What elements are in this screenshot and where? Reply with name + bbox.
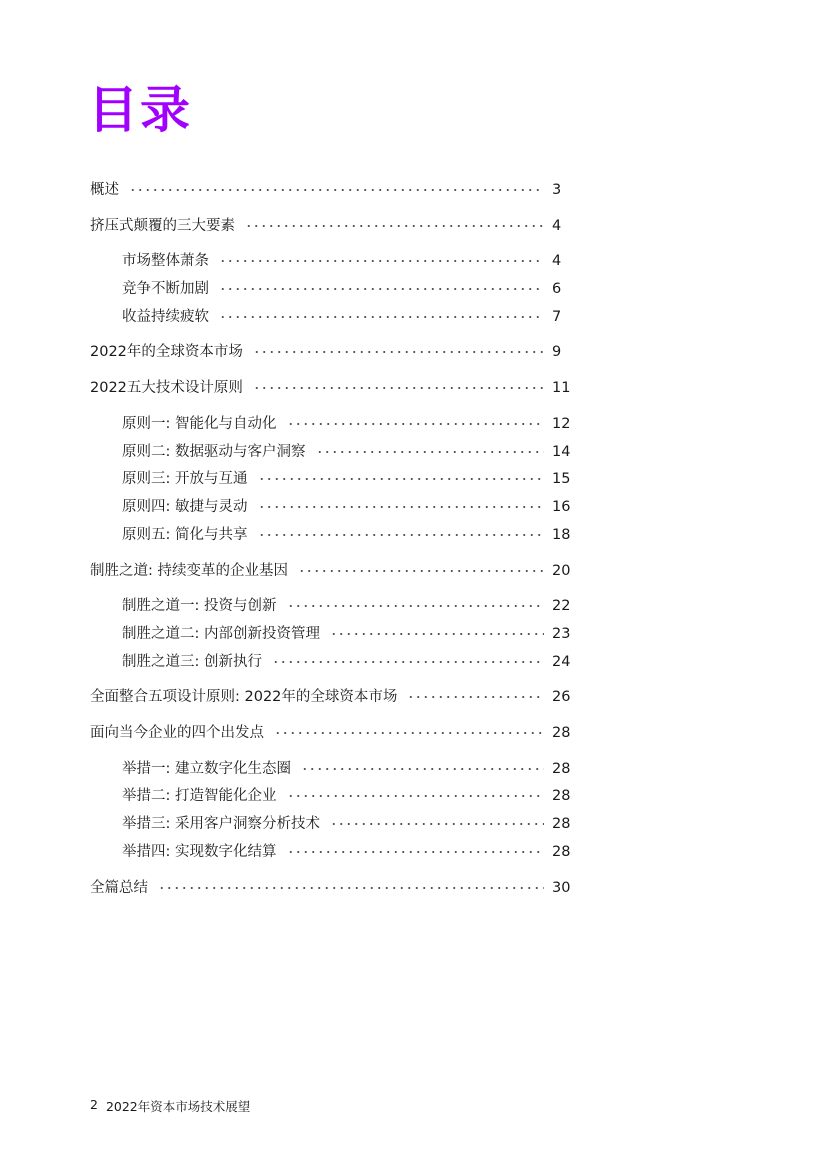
toc-entry-winning-way[interactable]: [90, 560, 572, 582]
toc-entry-label: 原则一: 智能化与自动化: [122, 416, 277, 432]
dot-leader: [219, 306, 544, 328]
toc-entry-page: 9: [552, 344, 562, 360]
toc-entry-label: 概述: [90, 182, 119, 198]
dot-leader: [287, 841, 545, 863]
toc-entry-label: 挤压式颠覆的三大要素: [90, 218, 235, 234]
toc-entry-page: 28: [552, 816, 571, 832]
toc-entry-page: 15: [552, 471, 571, 487]
toc-entry-page: 28: [552, 788, 571, 804]
toc-entry-page: 14: [552, 444, 571, 460]
toc-entry-label: 举措一: 建立数字化生态圈: [122, 761, 291, 777]
toc-subentry-winning-way-1[interactable]: [122, 595, 572, 617]
toc-entry-overview[interactable]: [90, 179, 572, 201]
dot-leader: [330, 813, 544, 835]
dot-leader: [258, 468, 545, 490]
toc-subentry-measure-1[interactable]: [122, 758, 572, 780]
toc-entry-label: 面向当今企业的四个出发点: [90, 725, 264, 741]
toc-entry-page: 11: [552, 380, 571, 396]
toc-entry-page: 18: [552, 527, 571, 543]
toc-entry-page: 12: [552, 416, 571, 432]
toc-entry-four-starting-points[interactable]: [90, 722, 572, 744]
dot-leader: [274, 722, 544, 744]
toc-entry-page: 6: [552, 281, 562, 297]
toc-entry-summary[interactable]: [90, 877, 572, 899]
toc-entry-page: 4: [552, 218, 562, 234]
toc-subentry-market-slump[interactable]: [122, 250, 572, 272]
dot-leader: [330, 623, 544, 645]
footer-page-number: 2: [90, 1097, 98, 1112]
toc-entry-label: 举措三: 采用客户洞察分析技术: [122, 816, 320, 832]
dot-leader: [258, 524, 545, 546]
toc-entry-page: 7: [552, 309, 562, 325]
toc-entry-label: 全篇总结: [90, 880, 148, 896]
toc-subentry-principle-4[interactable]: [122, 496, 572, 518]
dot-leader: [287, 413, 545, 435]
toc-subentry-principle-2[interactable]: [122, 441, 572, 463]
toc-entry-global-capital-markets[interactable]: [90, 341, 572, 363]
toc-entry-label: 原则五: 简化与共享: [122, 527, 248, 543]
toc-entry-label: 2022五大技术设计原则: [90, 380, 243, 396]
toc-entry-page: 3: [552, 182, 562, 198]
dot-leader: [245, 215, 544, 237]
dot-leader: [129, 179, 544, 201]
toc-entry-three-elements[interactable]: [90, 215, 572, 237]
toc-entry-page: 4: [552, 253, 562, 269]
dot-leader: [301, 758, 544, 780]
toc-entry-page: 23: [552, 626, 571, 642]
dot-leader: [253, 377, 544, 399]
dot-leader: [253, 341, 544, 363]
toc-entry-page: 16: [552, 499, 571, 515]
toc-entry-label: 举措二: 打造智能化企业: [122, 788, 277, 804]
toc-entry-label: 原则四: 敏捷与灵动: [122, 499, 248, 515]
page-footer: [90, 1097, 250, 1115]
toc-subentry-winning-way-3[interactable]: [122, 651, 572, 673]
toc-entry-page: 28: [552, 725, 571, 741]
footer-doc-title: 2022年资本市场技术展望: [105, 1099, 251, 1114]
toc-entry-label: 市场整体萧条: [122, 253, 209, 269]
dot-leader: [219, 250, 544, 272]
toc-entry-five-principles[interactable]: [90, 377, 572, 399]
toc-subentry-winning-way-2[interactable]: [122, 623, 572, 645]
toc-entry-label: 收益持续疲软: [122, 309, 209, 325]
toc-entry-label: 制胜之道: 持续变革的企业基因: [90, 563, 288, 579]
toc-subentry-principle-5[interactable]: [122, 524, 572, 546]
toc-entry-label: 制胜之道一: 投资与创新: [122, 598, 277, 614]
dot-leader: [316, 441, 545, 463]
toc-entry-page: 28: [552, 761, 571, 777]
page-title: 目录: [88, 81, 192, 139]
toc-entry-label: 制胜之道三: 创新执行: [122, 654, 262, 670]
toc-subentry-revenue[interactable]: [122, 306, 572, 328]
toc-entry-page: 22: [552, 598, 571, 614]
toc-entry-page: 28: [552, 844, 571, 860]
toc-entry-page: 24: [552, 654, 571, 670]
toc-entry-page: 26: [552, 689, 571, 705]
toc-subentry-measure-3[interactable]: [122, 813, 572, 835]
toc-entry-label: 原则三: 开放与互通: [122, 471, 248, 487]
dot-leader: [158, 877, 544, 899]
toc-subentry-principle-3[interactable]: [122, 468, 572, 490]
toc-entry-label: 2022年的全球资本市场: [90, 344, 243, 360]
dot-leader: [219, 278, 544, 300]
toc-entry-label: 竞争不断加剧: [122, 281, 209, 297]
toc-entry-label: 制胜之道二: 内部创新投资管理: [122, 626, 320, 642]
dot-leader: [272, 651, 544, 673]
dot-leader: [287, 595, 545, 617]
toc-subentry-measure-4[interactable]: [122, 841, 572, 863]
toc-entry-page: 20: [552, 563, 571, 579]
toc-subentry-measure-2[interactable]: [122, 785, 572, 807]
toc-entry-label: 全面整合五项设计原则: 2022年的全球资本市场: [90, 689, 398, 705]
dot-leader: [287, 785, 545, 807]
toc-entry-integration[interactable]: [90, 686, 572, 708]
toc-entry-label: 举措四: 实现数字化结算: [122, 844, 277, 860]
toc-entry-label: 原则二: 数据驱动与客户洞察: [122, 444, 306, 460]
toc-entry-page: 30: [552, 880, 571, 896]
toc-subentry-principle-1[interactable]: [122, 413, 572, 435]
dot-leader: [298, 560, 544, 582]
dot-leader: [258, 496, 545, 518]
toc-subentry-competition[interactable]: [122, 278, 572, 300]
dot-leader: [407, 686, 544, 708]
